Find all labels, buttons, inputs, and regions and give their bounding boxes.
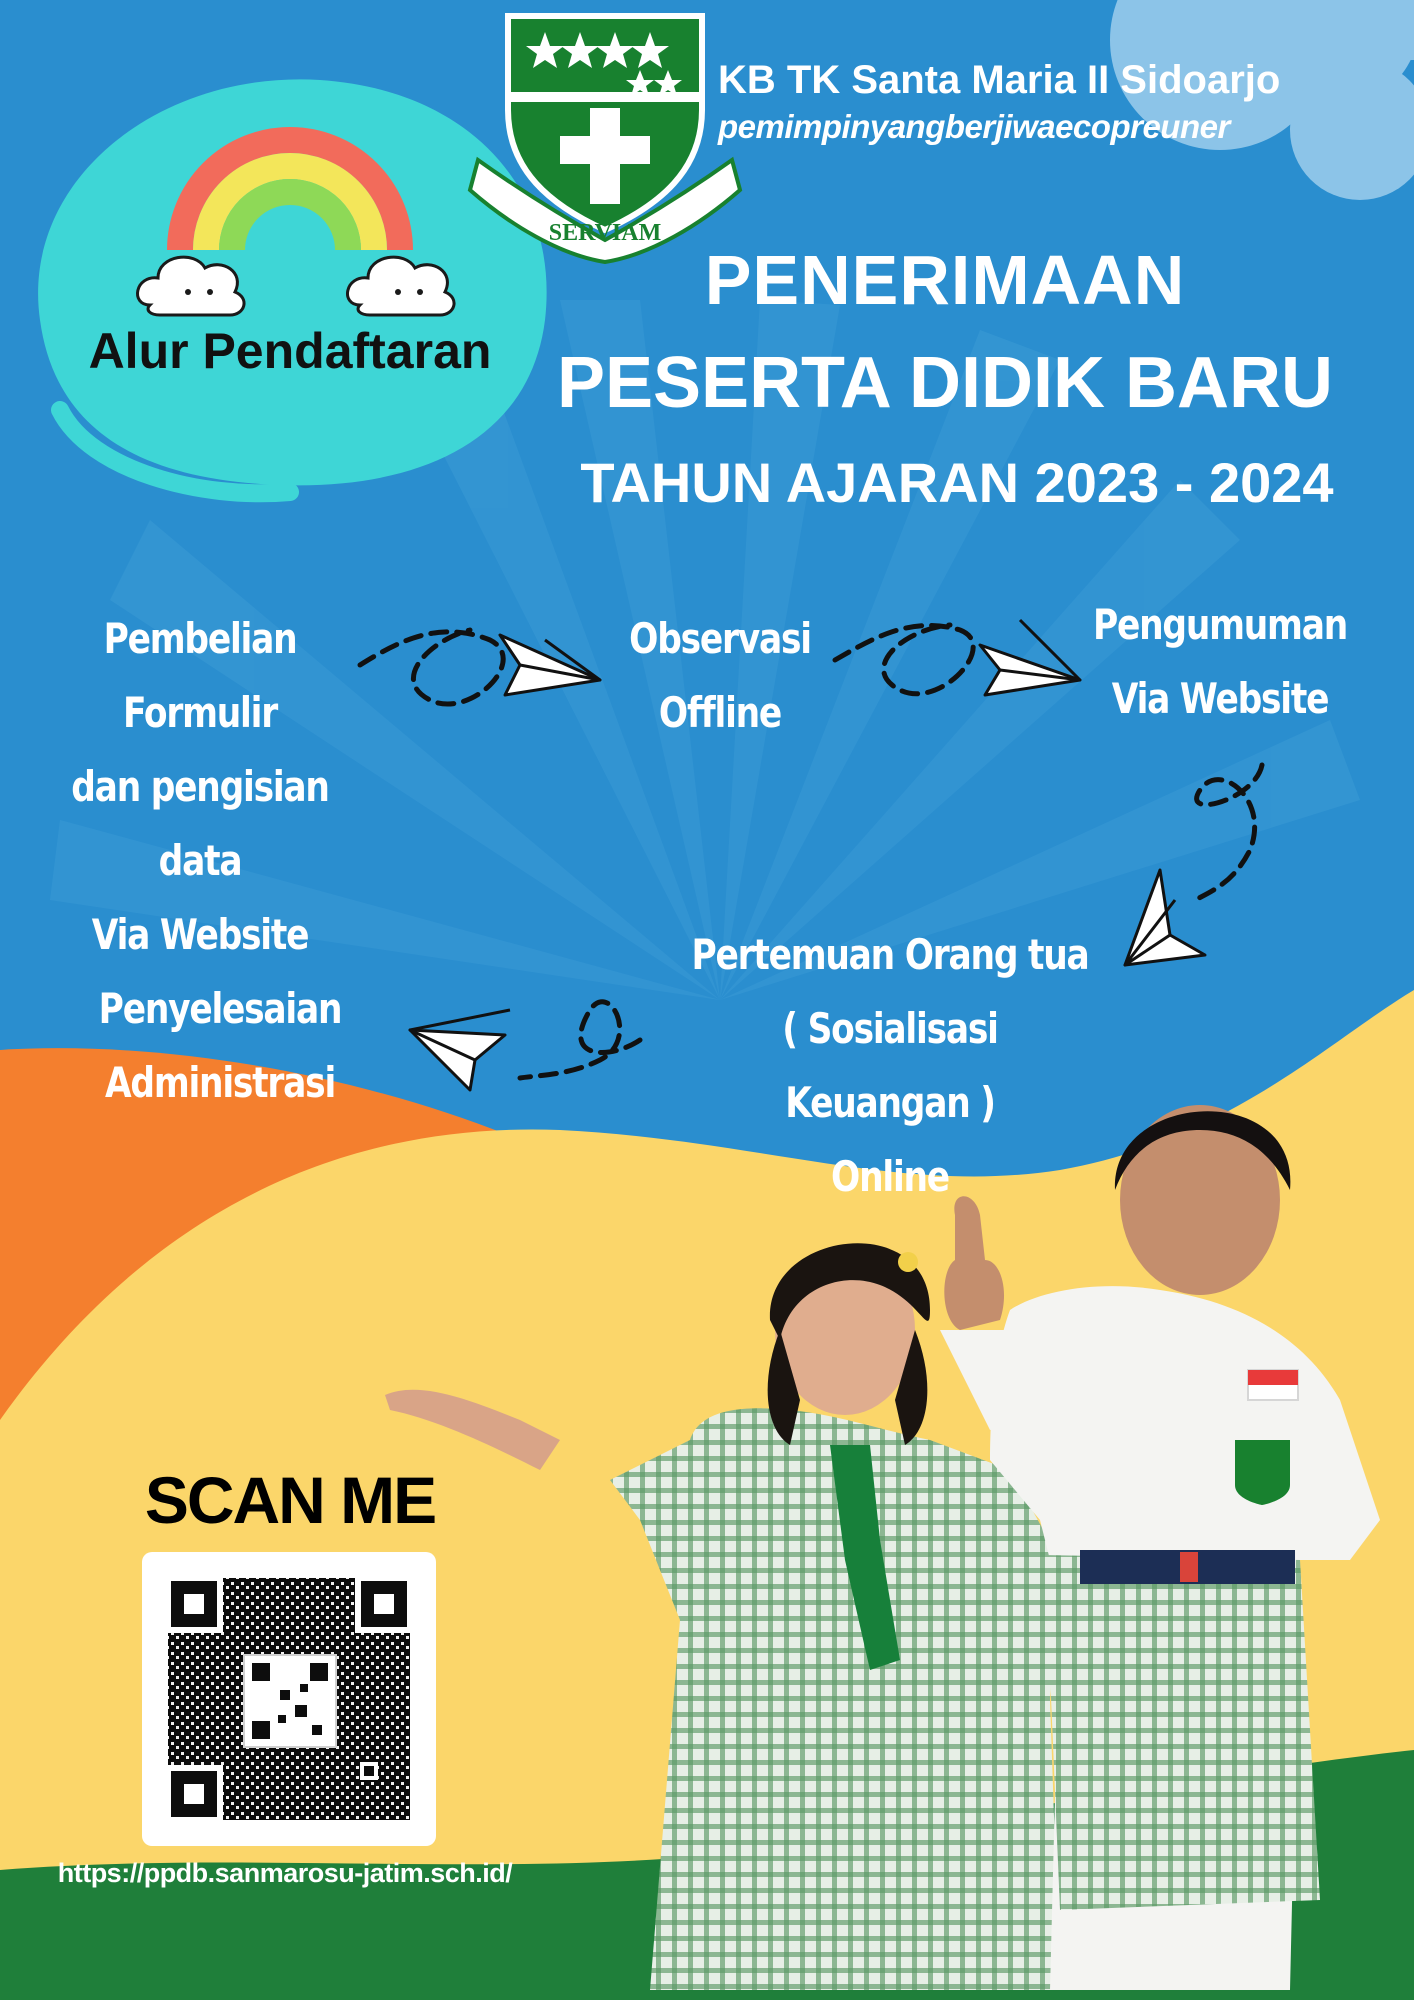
step-3-announcement: Pengumuman Via Website <box>1092 600 1348 723</box>
title-line-2: PESERTA DIDIK BARU <box>556 343 1334 423</box>
school-motto: pemimpinyangberjiwaecopreuner <box>718 108 1230 145</box>
registration-url[interactable]: https://ppdb.sanmarosu-jatim.sch.id/ <box>57 1858 513 1888</box>
qr-code-icon <box>168 1578 410 1820</box>
step-4-parent-meeting: Pertemuan Orang tua ( Sosialisasi Keuangan ) Online <box>691 930 1089 1201</box>
title-line-3: TAHUN AJARAN 2023 - 2024 <box>580 451 1334 514</box>
step-5-administration: Penyelesaian Administrasi <box>98 984 342 1107</box>
step-1-form-purchase: Pembelian Formulir dan pengisian data Via Website <box>71 614 329 959</box>
title-line-1: PENERIMAAN <box>704 241 1186 319</box>
registration-flow-label: Alur Pendaftaran <box>88 323 492 379</box>
step-2-observation: Observasi Offline <box>629 614 811 737</box>
school-name: KB TK Santa Maria II Sidoarjo <box>718 58 1281 102</box>
crest-motto-text: SERVIAM <box>548 220 662 246</box>
scan-me-label: SCAN ME <box>144 1463 436 1537</box>
